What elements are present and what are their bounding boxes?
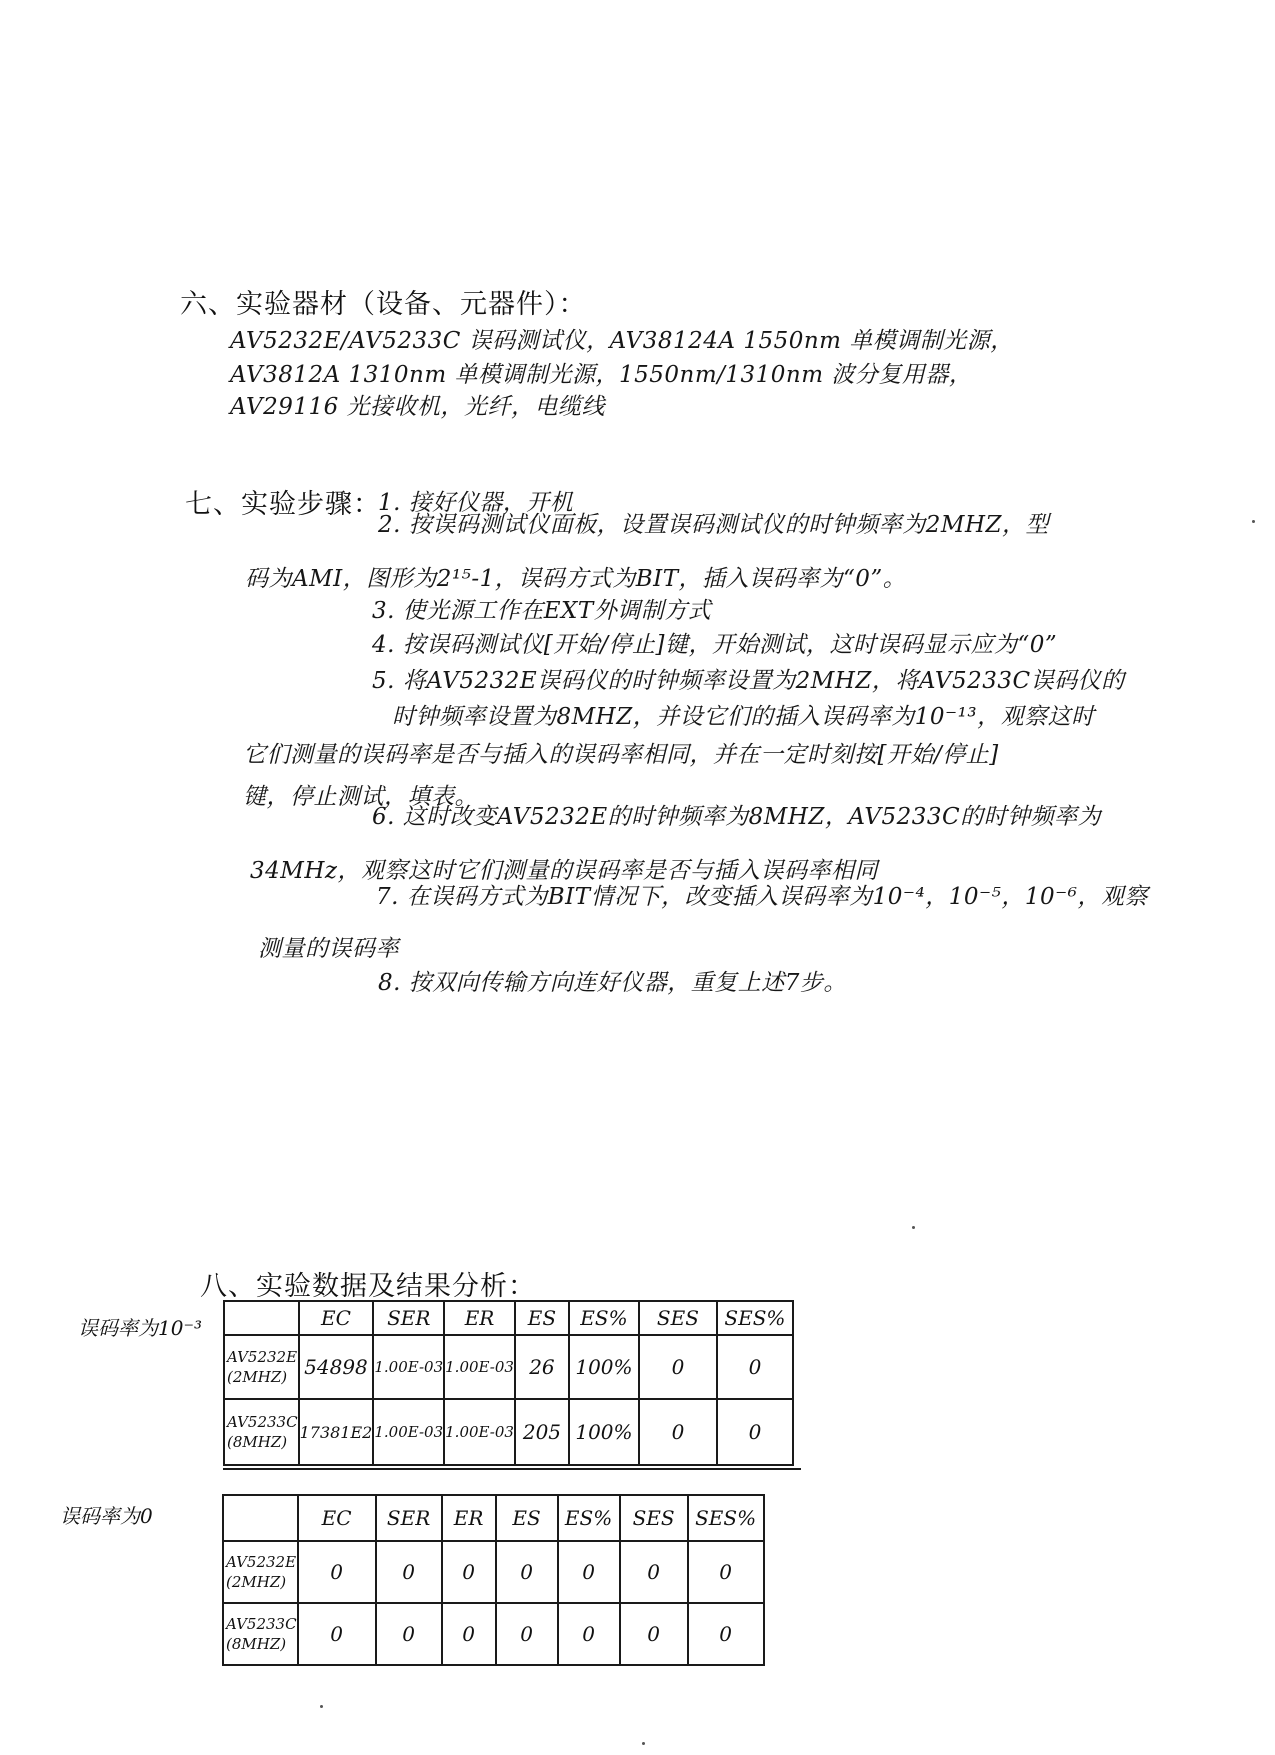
table1-row2-es: 205 (515, 1399, 569, 1465)
table1-row1-ses: 0 (639, 1335, 717, 1399)
scan-speck (642, 1742, 645, 1745)
table1 (223, 1300, 794, 1466)
table2-row2-es: 0 (496, 1603, 558, 1665)
table2-header-ser: SER (376, 1495, 442, 1541)
table1-row1-es-pct: 100% (569, 1335, 639, 1399)
step-2: 2. 按误码测试仪面板，设置误码测试仪的时钟频率为2MHZ，型 (378, 512, 1049, 538)
scan-speck (912, 1226, 915, 1229)
step-5-cont-2: 它们测量的误码率是否与插入的误码率相同，并在一定时刻按[开始/停止] (243, 742, 999, 768)
table2-header-ses: SES (620, 1495, 688, 1541)
table2-header-ec: EC (298, 1495, 376, 1541)
step-6: 6. 这时改变AV5232E的时钟频率为8MHZ，AV5233C的时钟频率为 (372, 804, 1102, 830)
table2-header-er: ER (442, 1495, 496, 1541)
table2-row2-ser: 0 (376, 1603, 442, 1665)
table-row (223, 1541, 764, 1603)
table1-row2-er: 1.00E-03 (444, 1399, 515, 1465)
table2-row2-ses: 0 (620, 1603, 688, 1665)
section7-heading: 七、实验步骤： (185, 489, 381, 520)
table2-header-ses-pct: SES% (688, 1495, 764, 1541)
row-name-line1: AV5233C (226, 1615, 297, 1633)
table2-header-es: ES (496, 1495, 558, 1541)
row-name-line1: AV5233C (227, 1413, 298, 1431)
table1-row1-ec: 54898 (299, 1335, 374, 1399)
scan-speck (320, 1705, 323, 1708)
table1-header-er: ER (444, 1301, 515, 1335)
table1-underline (223, 1468, 801, 1470)
table1-row2-es-pct: 100% (569, 1399, 639, 1465)
scan-speck (1252, 520, 1255, 523)
table2-row2-name (223, 1603, 298, 1665)
table2 (222, 1494, 765, 1666)
step-4: 4. 按误码测试仪[开始/停止]键，开始测试，这时误码显示应为“0” (372, 632, 1058, 658)
table2-row1-ses-pct: 0 (688, 1541, 764, 1603)
table2-row2-ses-pct: 0 (688, 1603, 764, 1665)
step-5: 5. 将AV5232E误码仪的时钟频率设置为2MHZ，将AV5233C误码仪的 (372, 668, 1125, 694)
table2-row2-es-pct: 0 (558, 1603, 620, 1665)
step-5-cont-3: 键，停止测试，填表。 (243, 784, 478, 810)
table1-row2-ser: 1.00E-03 (373, 1399, 444, 1465)
table2-header-row (223, 1495, 764, 1541)
table1-row2-ec: 17381E2 (299, 1399, 374, 1465)
table2-row1-ser: 0 (376, 1541, 442, 1603)
section6-line-3: AV29116 光接收机，光纤，电缆线 (230, 394, 606, 420)
row-name-line2: (2MHZ) (226, 1573, 287, 1591)
table1-header-ses-pct: SES% (717, 1301, 793, 1335)
row-name-line2: (8MHZ) (226, 1635, 287, 1653)
table-row (223, 1603, 764, 1665)
section6-line-1: AV5232E/AV5233C 误码测试仪，AV38124A 1550nm 单模调制光源， (230, 328, 1014, 354)
table1-row2-ses-pct: 0 (717, 1399, 793, 1465)
table1-header-row (224, 1301, 793, 1335)
step-3: 3. 使光源工作在EXT外调制方式 (372, 598, 712, 624)
step-1: 1. 接好仪器，开机 (378, 490, 574, 516)
step-7-cont: 测量的误码率 (258, 936, 399, 962)
section6-heading: 六、实验器材（设备、元器件）： (180, 289, 587, 320)
table2-corner-cell (223, 1495, 298, 1541)
table-row (224, 1399, 793, 1465)
table1-row1-ser: 1.00E-03 (373, 1335, 444, 1399)
step-7: 7. 在误码方式为BIT情况下，改变插入误码率为10⁻⁴，10⁻⁵，10⁻⁶，观察 (376, 884, 1148, 910)
row-name-line2: (2MHZ) (227, 1368, 288, 1386)
table2-label: 误码率为0 (60, 1504, 153, 1528)
table2-row2-ec: 0 (298, 1603, 376, 1665)
table2-row1-er: 0 (442, 1541, 496, 1603)
table2-row1-ec: 0 (298, 1541, 376, 1603)
table1-corner-cell (224, 1301, 299, 1335)
row-name-line1: AV5232E (226, 1553, 297, 1571)
table1-row1-er: 1.00E-03 (444, 1335, 515, 1399)
table1-header-es-pct: ES% (569, 1301, 639, 1335)
table2-row1-name (223, 1541, 298, 1603)
table1-row2-ses: 0 (639, 1399, 717, 1465)
table1-header-ser: SER (373, 1301, 444, 1335)
step-5-cont-1: 时钟频率设置为8MHZ，并设它们的插入误码率为10⁻¹³，观察这时 (392, 704, 1095, 730)
section8-heading: 八、实验数据及结果分析： (200, 1271, 536, 1302)
section6-line-2: AV3812A 1310nm 单模调制光源，1550nm/1310nm 波分复用器， (230, 362, 973, 388)
table1-row1-name (224, 1335, 299, 1399)
table1-row2-name (224, 1399, 299, 1465)
table2-header-es-pct: ES% (558, 1495, 620, 1541)
table1-row1-ses-pct: 0 (717, 1335, 793, 1399)
row-name-line1: AV5232E (227, 1348, 298, 1366)
row-name-line2: (8MHZ) (227, 1433, 288, 1451)
table1-row1-es: 26 (515, 1335, 569, 1399)
table-row (224, 1335, 793, 1399)
table1-header-es: ES (515, 1301, 569, 1335)
table1-header-ec: EC (299, 1301, 374, 1335)
table2-row1-ses: 0 (620, 1541, 688, 1603)
step-2-cont: 码为AMI，图形为2¹⁵-1，误码方式为BIT，插入误码率为“0”。 (245, 566, 907, 592)
step-6-cont: 34MHz，观察这时它们测量的误码率是否与插入误码率相同 (250, 858, 878, 884)
table2-row2-er: 0 (442, 1603, 496, 1665)
table2-row1-es-pct: 0 (558, 1541, 620, 1603)
step-8: 8. 按双向传输方向连好仪器，重复上述7步。 (378, 970, 847, 996)
table1-header-ses: SES (639, 1301, 717, 1335)
table1-label: 误码率为10⁻³ (78, 1316, 203, 1340)
table2-row1-es: 0 (496, 1541, 558, 1603)
